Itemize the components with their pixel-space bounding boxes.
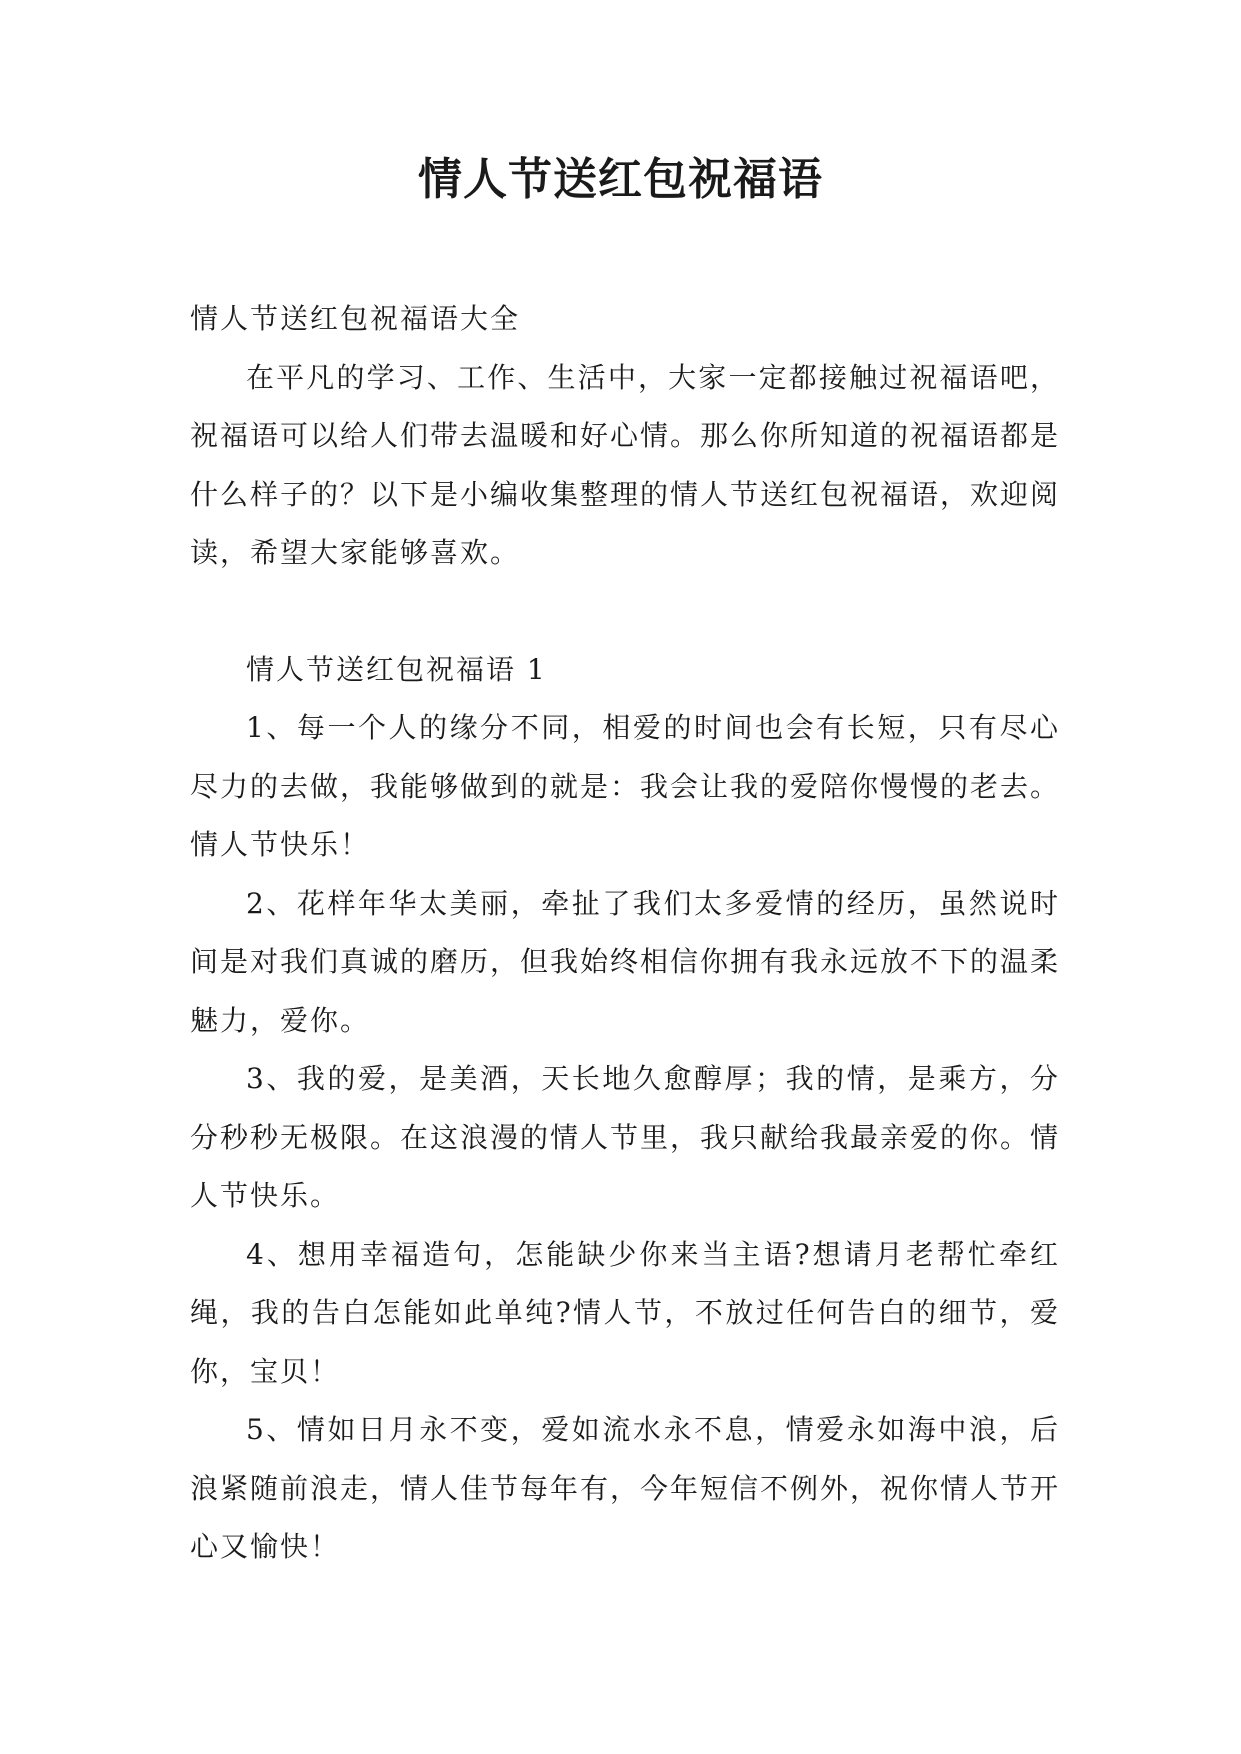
document-body	[190, 290, 1060, 1577]
blessing-paragraph-4: 4、想用幸福造句，怎能缺少你来当主语?想请月老帮忙牵红绳，我的告白怎能如此单纯?情人节，不放过任何告白的细节，爱你，宝贝！	[190, 1237, 1060, 1388]
section-heading: 情人节送红包祝福语 1	[246, 652, 547, 686]
document-subtitle: 情人节送红包祝福语大全	[190, 302, 521, 335]
blessing-paragraph-1: 1、每一个人的缘分不同，相爱的时间也会有长短，只有尽心尽力的去做，我能够做到的就是：我会让我的爱陪你慢慢的老去。情人节快乐！	[190, 711, 1061, 861]
blessing-paragraph-3: 3、我的爱，是美酒，天长地久愈醇厚；我的情，是乘方，分分秒秒无极限。在这浪漫的情人节里，我只献给我最亲爱的你。情人节快乐。	[190, 1062, 1061, 1212]
blessing-paragraph-5: 5、情如日月永不变，爱如流水永不息，情爱永如海中浪，后浪紧随前浪走，情人佳节每年有，今年短信不例外，祝你情人节开心又愉快！	[190, 1413, 1061, 1563]
paragraph-spacer	[190, 583, 1060, 641]
intro-paragraph: 在平凡的学习、工作、生活中，大家一定都接触过祝福语吧，祝福语可以给人们带去温暖和好心情。那么你所知道的祝福语都是什么样子的？以下是小编收集整理的情人节送红包祝福语，欢迎阅读，希望大家能够喜欢。	[190, 360, 1061, 569]
document-title: 情人节送红包祝福语	[418, 154, 823, 205]
blessing-paragraph-2: 2、花样年华太美丽，牵扯了我们太多爱情的经历，虽然说时间是对我们真诚的磨历，但我始终相信你拥有我永远放不下的温柔魅力，爱你。	[190, 886, 1061, 1037]
